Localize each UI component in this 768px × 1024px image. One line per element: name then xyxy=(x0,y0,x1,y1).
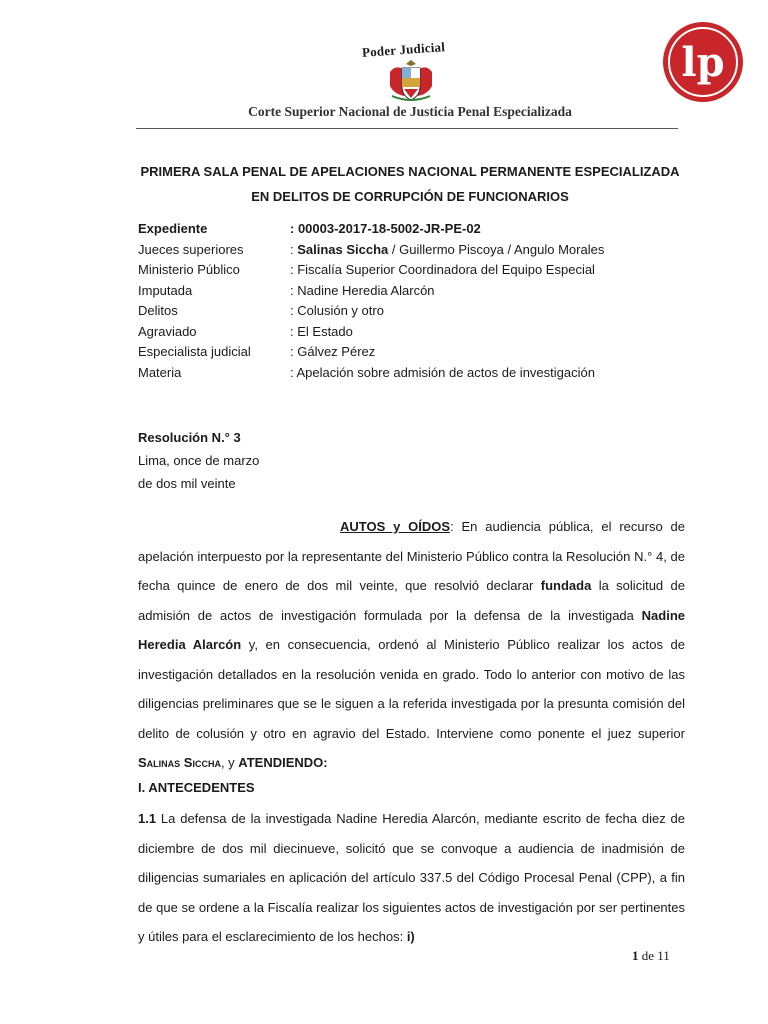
meta-value: : 00003-2017-18-5002-JR-PE-02 xyxy=(290,221,481,236)
resolution-date-line-1: Lima, once de marzo xyxy=(138,453,260,468)
lp-logo xyxy=(660,20,746,104)
meta-label: Ministerio Público xyxy=(138,262,240,277)
meta-value: : Gálvez Pérez xyxy=(290,344,376,359)
case-metadata xyxy=(138,219,604,383)
autos-bold-2: Nadine Heredia Alarcón xyxy=(138,607,685,652)
page-sep: de xyxy=(638,948,658,963)
meta-value: : Fiscalía Superior Coordinadora del Equipo Especial xyxy=(290,262,595,277)
meta-delitos xyxy=(138,301,604,322)
paragraph-1-1 xyxy=(138,804,685,952)
ponente-name: Salinas Siccha xyxy=(297,241,389,257)
meta-value xyxy=(290,240,604,261)
meta-value: : Nadine Heredia Alarcón xyxy=(290,282,435,298)
other-judges: / Guillermo Piscoya / Angulo Morales xyxy=(388,241,605,257)
meta-label: Agraviado xyxy=(138,323,197,339)
meta-especialista xyxy=(138,342,604,363)
meta-label: Expediente xyxy=(138,221,208,236)
meta-value: : El Estado xyxy=(290,323,353,339)
page-number xyxy=(632,948,670,964)
meta-label: Materia xyxy=(138,364,182,380)
title-line-2: EN DELITOS DE CORRUPCIÓN DE FUNCIONARIOS xyxy=(251,189,569,204)
page-current: 1 xyxy=(632,948,639,963)
document-title xyxy=(0,159,768,209)
autos-bold-3: ATENDIENDO: xyxy=(238,755,328,770)
resolution-date-line-2: de dos mil veinte xyxy=(138,476,236,491)
autos-heading: AUTOS y OÍDOS xyxy=(340,519,451,534)
paragraph-number: 1.1 xyxy=(138,811,157,826)
page-total: 11 xyxy=(657,948,670,963)
meta-agraviado xyxy=(138,322,604,343)
meta-jueces xyxy=(138,240,604,261)
autos-text-2: la solicitud de admisión de actos de investigación formulada por la defensa de la investigada xyxy=(138,578,685,623)
document-header xyxy=(0,0,768,140)
meta-value: : Colusión y otro xyxy=(290,303,384,318)
meta-label: Especialista judicial xyxy=(138,344,251,359)
lp-logo-text: lp xyxy=(681,39,725,86)
brand-title: Poder Judicial xyxy=(361,39,446,60)
paragraph-text: La defensa de la investigada Nadine Heredia Alarcón, mediante escrito de fecha diez de diciembre de dos mil diecinueve, solicitó que se convoque a audiencia de inadmisión de diligencias sumariales en aplicación del artículo 337.5 del Código Procesal Penal (CPP), a fin de que se ordene a la Fiscalía realizar los siguientes actos de investigación por ser pertinentes y útiles para el esclarecimiento de los hechos: xyxy=(138,811,685,944)
autos-text-1: : En audiencia pública, el recurso de apelación interpuesto por la representante del Ministerio Público contra la Resolución N.° 4, de fecha quince de enero de dos mil veinte, que resolvió declarar xyxy=(138,519,685,593)
meta-materia xyxy=(138,363,604,384)
meta-label: Jueces superiores xyxy=(138,241,244,257)
autos-bold-1: fundada xyxy=(540,578,592,593)
section-heading: I. ANTECEDENTES xyxy=(138,780,255,795)
meta-ministerio xyxy=(138,260,604,281)
meta-label: Delitos xyxy=(138,303,178,318)
resolution-block xyxy=(138,426,259,495)
autos-text-4: , y xyxy=(220,755,239,770)
ponente-smallcaps: Salinas Siccha xyxy=(138,755,221,770)
court-name: Corte Superior Nacional de Justicia Penal Especializada xyxy=(248,104,572,119)
meta-value: : Apelación sobre admisión de actos de investigación xyxy=(290,364,595,380)
header-divider xyxy=(136,128,678,129)
autos-text-3: y, en consecuencia, ordenó al Ministerio Público realizar los actos de investigación detallados en la resolución venida en grado. Todo lo anterior con motivo de las diligencias preliminares que se le siguen a la referida investigada por la presunta comisión del delito de colusión y otro en agravio del Estado. Interviene como ponente el juez superior xyxy=(138,637,685,741)
resolution-number: Resolución N.° 3 xyxy=(138,430,241,445)
meta-prefix: : xyxy=(290,241,298,257)
meta-expediente xyxy=(138,219,604,240)
peru-coat-of-arms-icon xyxy=(386,56,436,102)
meta-label: Imputada xyxy=(138,282,193,298)
autos-paragraph xyxy=(138,512,685,778)
paragraph-tail: i) xyxy=(406,929,415,944)
meta-imputada xyxy=(138,281,604,302)
title-line-1: PRIMERA SALA PENAL DE APELACIONES NACIONAL PERMANENTE ESPECIALIZADA xyxy=(140,164,680,179)
